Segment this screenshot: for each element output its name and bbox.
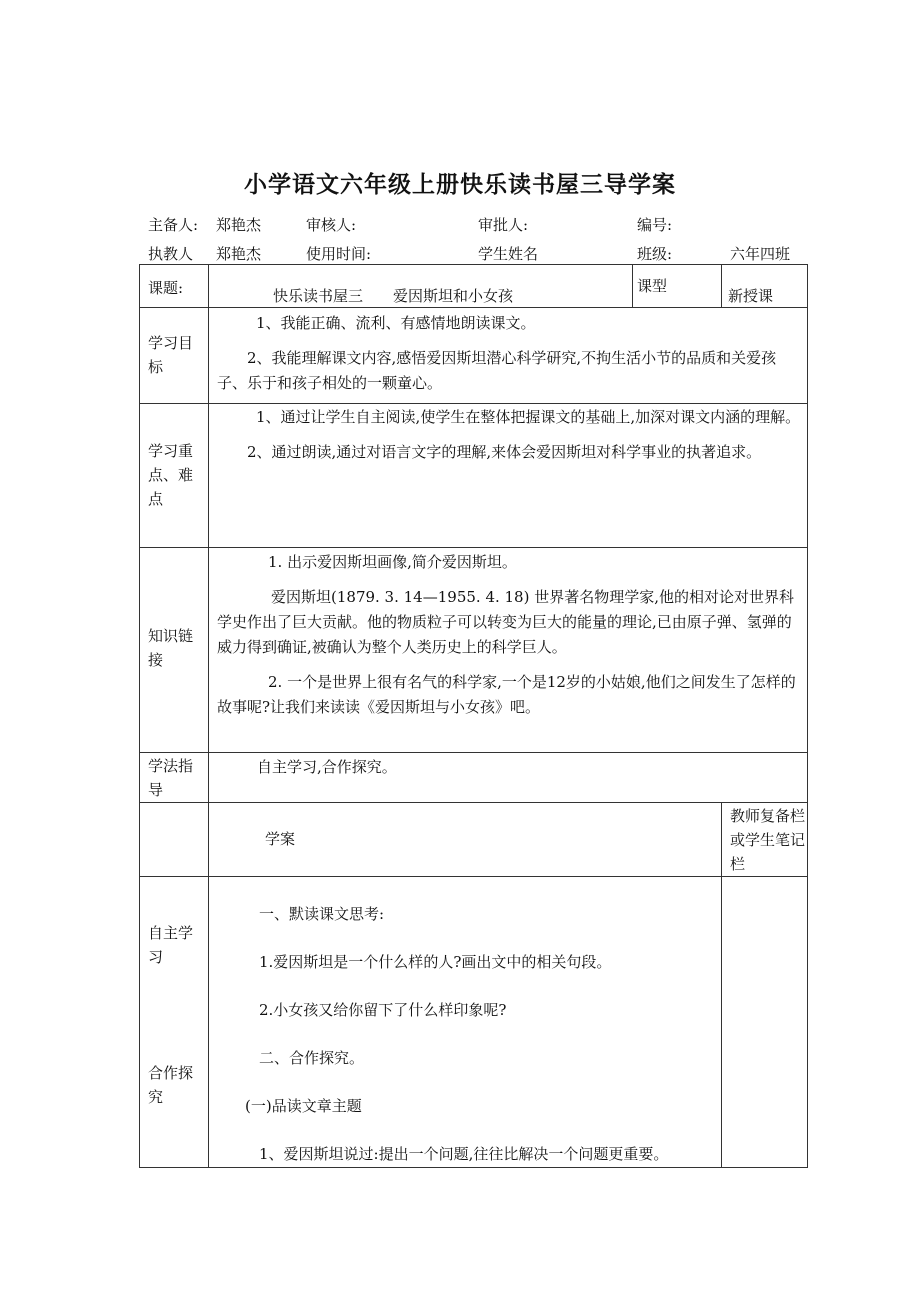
knowledge-item: 爱因斯坦(1879. 3. 14—1955. 4. 18) 世界著名物理学家,他的相对论对世界科学史作出了巨大贡献。他的物质粒子可以转变为巨大的能量的理论,已由原子弹、氢弹的威力得到确证,被确认为整个人类历史上的科学巨人。 bbox=[217, 588, 794, 656]
knowledge-item: 1. 出示爱因斯坦画像,简介爱因斯坦。 bbox=[268, 553, 517, 571]
preparer-name: 郑艳杰 bbox=[216, 216, 262, 234]
study-item: 二、合作探究。 bbox=[259, 1049, 365, 1067]
reviewer-label: 审核人: bbox=[306, 216, 357, 234]
method-value: 自主学习,合作探究。 bbox=[257, 758, 397, 776]
key-point-item: 2、通过朗读,通过对语言文字的理解,来体会爱因斯坦对科学事业的执著追求。 bbox=[247, 443, 762, 461]
topic-row bbox=[140, 265, 808, 308]
topic-value: 快乐读书屋三 爱因斯坦和小女孩 bbox=[273, 287, 514, 305]
study-content-cell bbox=[209, 877, 722, 1168]
study-row bbox=[140, 877, 808, 1168]
method-label-cell bbox=[140, 753, 209, 803]
key-points-label-cell bbox=[140, 404, 209, 548]
goals-label-cell bbox=[140, 308, 209, 404]
plan-header-empty-cell bbox=[140, 803, 209, 877]
knowledge-link-row bbox=[140, 548, 808, 753]
study-label-cell bbox=[140, 877, 209, 1168]
type-label: 课型 bbox=[637, 277, 668, 295]
document-title: 小学语文六年级上册快乐读书屋三导学案 bbox=[244, 172, 676, 198]
key-points-row bbox=[140, 404, 808, 548]
preparer-label: 主备人: bbox=[148, 216, 199, 234]
plan-header-cell bbox=[209, 803, 722, 877]
goals-content-cell bbox=[209, 308, 808, 404]
teacher-name: 郑艳杰 bbox=[216, 245, 262, 263]
plan-header-row bbox=[140, 803, 808, 877]
type-label-cell bbox=[633, 265, 722, 308]
type-value: 新授课 bbox=[728, 287, 774, 305]
date-label: 使用时间: bbox=[306, 245, 372, 263]
class-value: 六年四班 bbox=[730, 245, 791, 263]
teacher-label: 执教人 bbox=[148, 245, 194, 263]
key-points-label: 学习重点、难点 bbox=[148, 442, 194, 508]
notes-label: 教师复备栏或学生笔记栏 bbox=[730, 807, 806, 873]
goal-item: 2、我能理解课文内容,感悟爱因斯坦潜心科学研究,不拘生活小节的品质和关爱孩子、乐于和孩子相处的一颗童心。 bbox=[217, 349, 777, 392]
method-row bbox=[140, 753, 808, 803]
number-label: 编号: bbox=[637, 216, 673, 234]
topic-label: 课题: bbox=[148, 279, 184, 297]
method-label: 学法指导 bbox=[148, 757, 194, 799]
notes-header-cell bbox=[722, 803, 808, 877]
knowledge-item: 2. 一个是世界上很有名气的科学家,一个是12岁的小姑娘,他们之间发生了怎样的故事呢?让我们来读读《爱因斯坦与小女孩》吧。 bbox=[217, 673, 796, 716]
study-item: 2.小女孩又给你留下了什么样印象呢? bbox=[259, 1001, 507, 1019]
study-item: (一)品读文章主题 bbox=[245, 1097, 362, 1115]
approver-label: 审批人: bbox=[478, 216, 529, 234]
goal-item: 1、我能正确、流利、有感情地朗读课文。 bbox=[256, 314, 536, 332]
type-value-cell bbox=[722, 265, 808, 308]
self-study-label: 自主学习 bbox=[148, 924, 194, 966]
study-item: 1.爱因斯坦是一个什么样的人?画出文中的相关句段。 bbox=[259, 953, 612, 971]
student-name-label: 学生姓名 bbox=[478, 245, 539, 263]
goals-row bbox=[140, 308, 808, 404]
study-item: 一、默读课文思考: bbox=[259, 905, 385, 923]
topic-label-cell bbox=[140, 265, 209, 308]
lesson-plan-table bbox=[139, 264, 808, 1168]
knowledge-link-content-cell bbox=[209, 548, 808, 753]
knowledge-link-label: 知识链接 bbox=[148, 627, 194, 669]
coop-study-label: 合作探究 bbox=[148, 1064, 194, 1106]
goals-label: 学习目标 bbox=[148, 334, 194, 376]
key-points-content-cell bbox=[209, 404, 808, 548]
plan-label: 学案 bbox=[265, 830, 296, 848]
study-item: 1、爱因斯坦说过:提出一个问题,往往比解决一个问题更重要。 bbox=[259, 1145, 669, 1163]
topic-value-cell bbox=[209, 265, 633, 308]
class-label: 班级: bbox=[637, 245, 673, 263]
key-point-item: 1、通过让学生自主阅读,使学生在整体把握课文的基础上,加深对课文内涵的理解。 bbox=[256, 408, 801, 426]
method-content-cell bbox=[209, 753, 808, 803]
knowledge-link-label-cell bbox=[140, 548, 209, 753]
notes-cell[interactable] bbox=[722, 877, 808, 1168]
